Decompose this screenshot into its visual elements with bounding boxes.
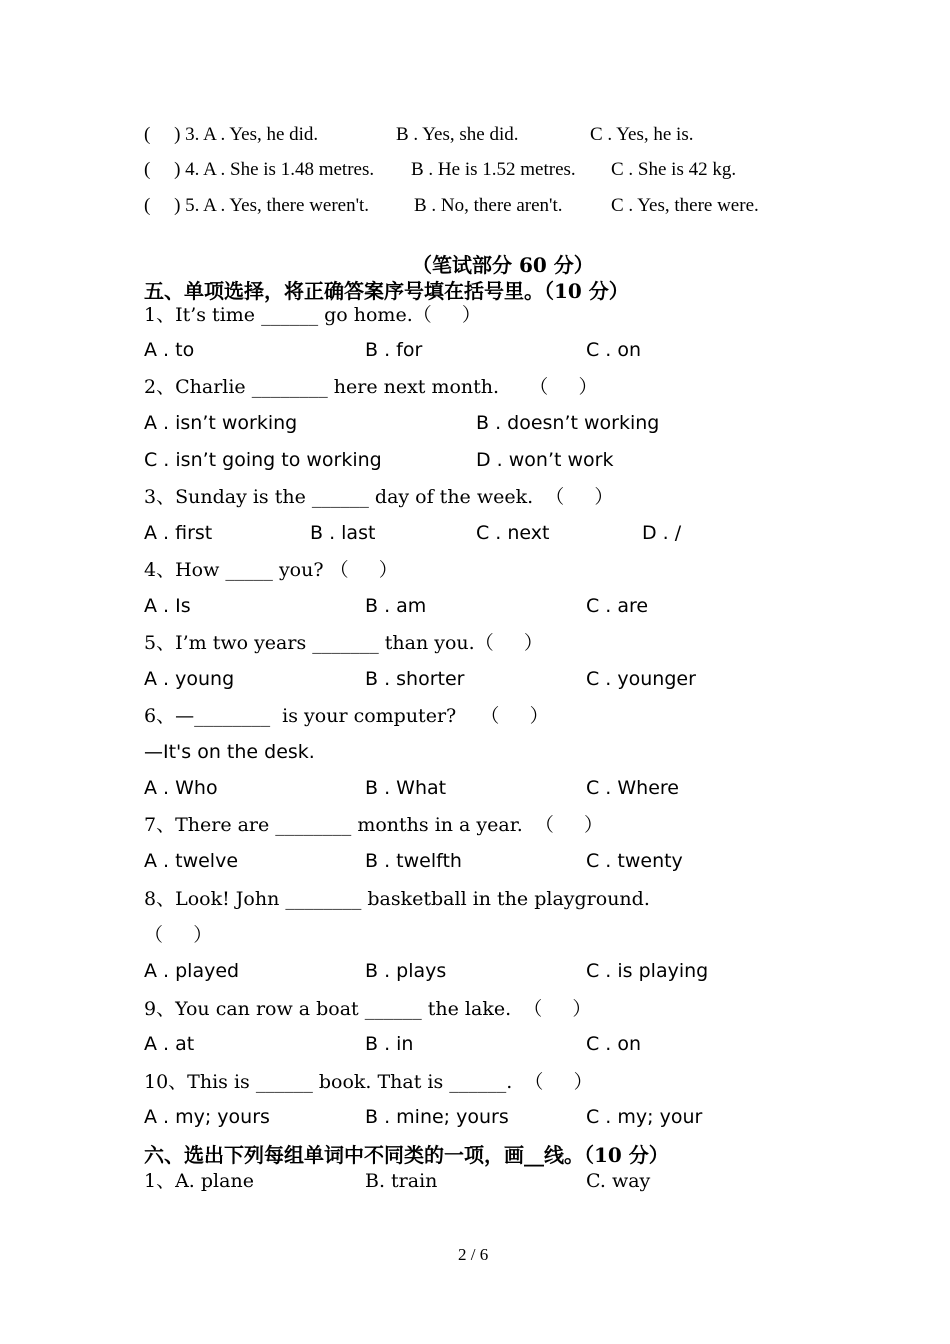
option-d: D . won’t work bbox=[476, 449, 614, 471]
question-3: 3、Sunday is the ______ day of the week. （ ） bbox=[144, 486, 614, 508]
option-a: A . to bbox=[144, 339, 195, 361]
question-text: ( ) 5. A . Yes, there weren't. bbox=[144, 195, 370, 216]
option-b: B . in bbox=[365, 1033, 414, 1055]
option-a: A . young bbox=[144, 668, 235, 690]
option-a: A . Who bbox=[144, 777, 218, 799]
option-a: A . isn’t working bbox=[144, 412, 298, 434]
option-b: B . twelfth bbox=[365, 850, 462, 872]
question-7: 7、There are ________ months in a year. （ ） bbox=[144, 814, 604, 836]
option-c: C . isn’t going to working bbox=[144, 449, 382, 471]
section-5-title: 五、单项选择，将正确答案序号填在括号里。（10 分） bbox=[144, 279, 629, 303]
option-c: C . is playing bbox=[586, 960, 709, 982]
option-d: D . / bbox=[642, 522, 682, 544]
option-c: C. way bbox=[586, 1170, 651, 1192]
written-part-title: （笔试部分 60 分） bbox=[412, 253, 594, 277]
option-b: B . last bbox=[310, 522, 376, 544]
option-b: B . mine; yours bbox=[365, 1106, 509, 1128]
section-6-title: 六、选出下列每组单词中不同类的一项，画__线。（10 分） bbox=[144, 1143, 669, 1167]
question-4: 4、How _____ you? （ ） bbox=[144, 559, 398, 581]
question-8-paren: （ ） bbox=[144, 924, 213, 946]
option-c: C . younger bbox=[586, 668, 696, 690]
question-6-reply: —It's on the desk. bbox=[144, 741, 315, 763]
option-c: C . my; your bbox=[586, 1106, 703, 1128]
option-a: A . played bbox=[144, 960, 240, 982]
option-b: B . shorter bbox=[365, 668, 465, 690]
option-c: C . Yes, there were. bbox=[611, 195, 759, 216]
option-a: A . my; yours bbox=[144, 1106, 270, 1128]
question-text: ( ) 3. A . Yes, he did. bbox=[144, 124, 319, 145]
option-a: A . twelve bbox=[144, 850, 239, 872]
option-c: C . on bbox=[586, 1033, 642, 1055]
option-b: B . am bbox=[365, 595, 427, 617]
option-a: A . first bbox=[144, 522, 213, 544]
option-c: C . Where bbox=[586, 777, 679, 799]
option-b: B . Yes, she did. bbox=[396, 124, 519, 145]
option-c: C . She is 42 kg. bbox=[611, 159, 737, 180]
option-c: C . on bbox=[586, 339, 642, 361]
page-number: 2 / 6 bbox=[458, 1245, 489, 1264]
question-2: 2、Charlie ________ here next month. （ ） bbox=[144, 376, 598, 398]
option-c: C . Yes, he is. bbox=[590, 124, 694, 145]
question-text: ( ) 4. A . She is 1.48 metres. bbox=[144, 159, 375, 180]
option-a: A . Is bbox=[144, 595, 191, 617]
question-5: 5、I’m two years _______ than you.（ ） bbox=[144, 632, 543, 654]
option-c: C . are bbox=[586, 595, 649, 617]
question-6: 6、—________ is your computer? （ ） bbox=[144, 705, 549, 727]
option-c: C . next bbox=[476, 522, 550, 544]
option-b: B . What bbox=[365, 777, 447, 799]
option-a: 1、A. plane bbox=[144, 1170, 254, 1192]
option-c: C . twenty bbox=[586, 850, 683, 872]
question-8: 8、Look! John ________ basketball in the playground. bbox=[144, 888, 650, 910]
option-b: B . He is 1.52 metres. bbox=[411, 159, 576, 180]
question-1: 1、It’s time ______ go home.（ ） bbox=[144, 304, 481, 326]
option-a: A . at bbox=[144, 1033, 195, 1055]
option-b: B . No, there aren't. bbox=[414, 195, 563, 216]
question-9: 9、You can row a boat ______ the lake. （ ） bbox=[144, 998, 592, 1020]
question-10: 10、This is ______ book. That is ______. （ ） bbox=[144, 1071, 593, 1093]
option-b: B . for bbox=[365, 339, 423, 361]
option-b: B. train bbox=[365, 1170, 438, 1192]
option-b: B . doesn’t working bbox=[476, 412, 660, 434]
option-b: B . plays bbox=[365, 960, 447, 982]
